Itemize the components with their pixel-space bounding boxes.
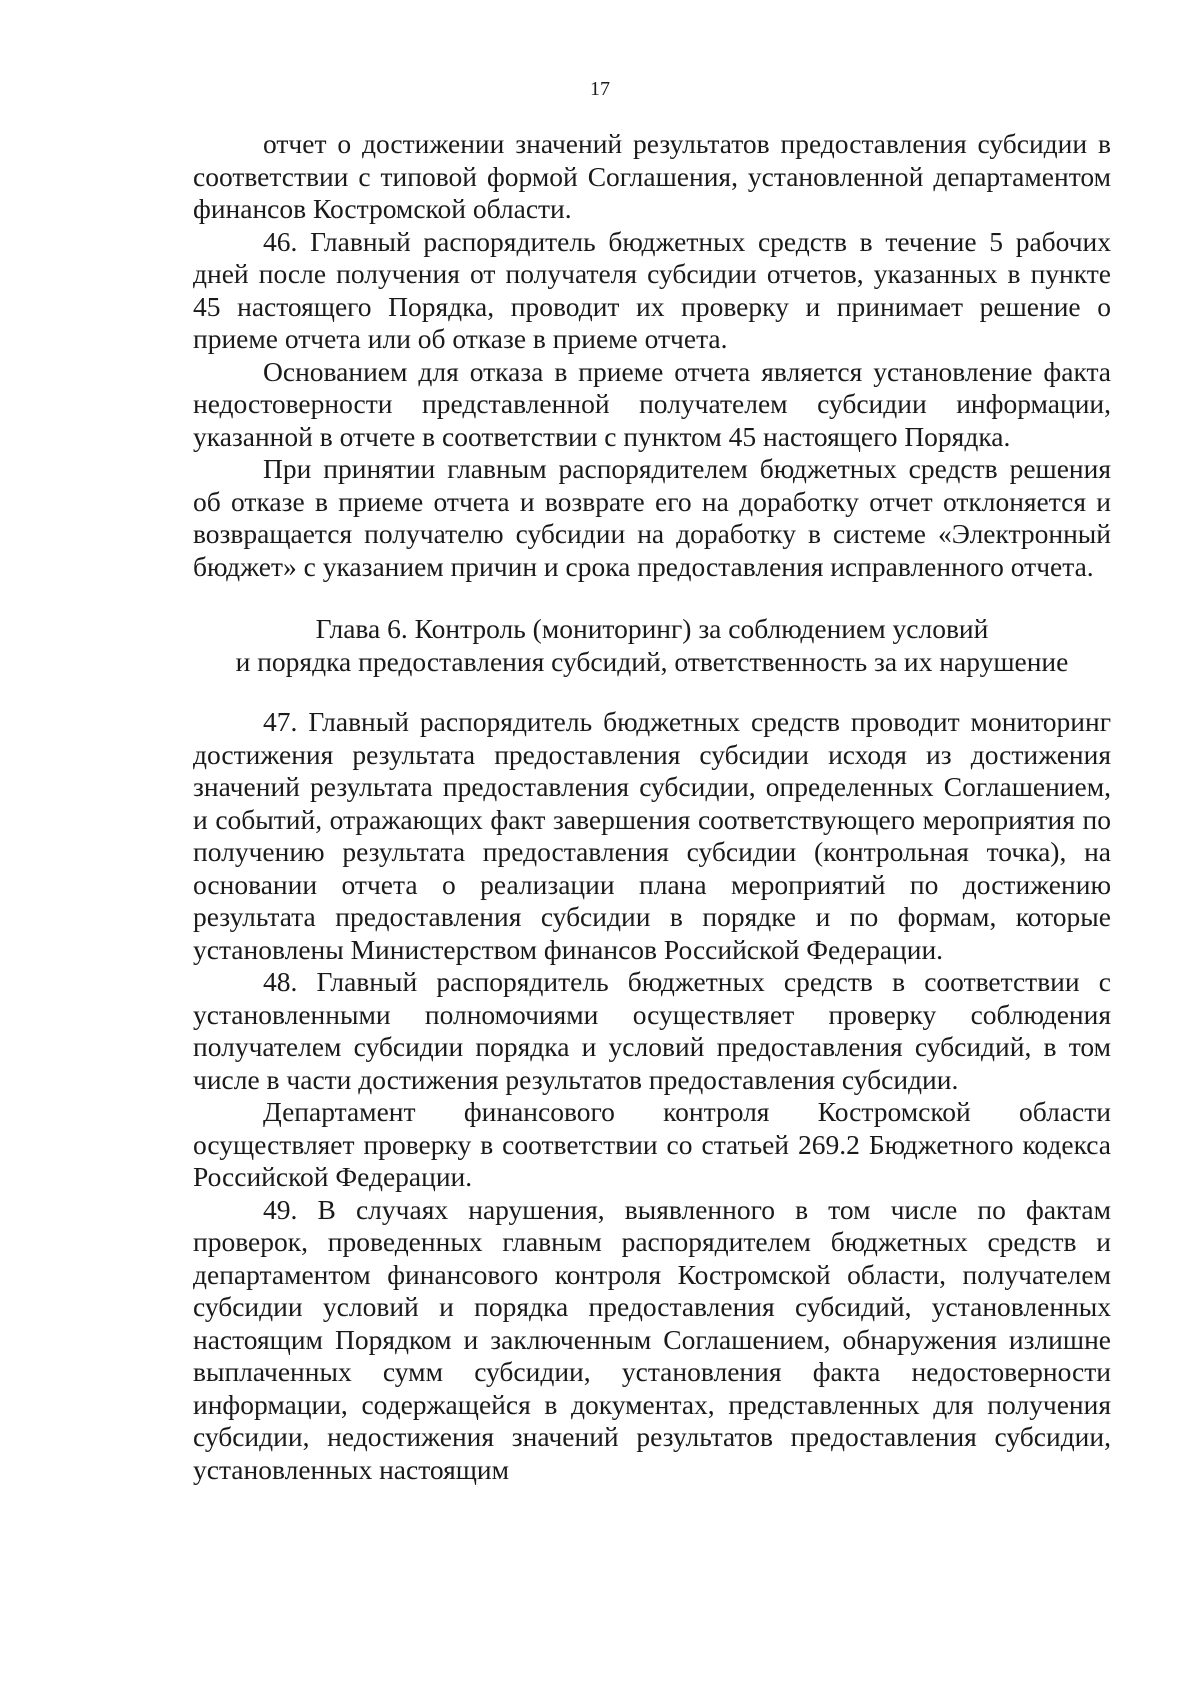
paragraph-financial-control: Департамент финансового контроля Костромской области осуществляет проверку в соответствии со статьей 269.2 Бюджетного кодекса Российской Федерации.: [193, 1096, 1111, 1192]
chapter-heading-line-1: Глава 6. Контроль (мониторинг) за соблюдением условий: [315, 613, 989, 644]
chapter-heading: [193, 613, 1111, 678]
paragraph-clause-47: 47. Главный распорядитель бюджетных средств проводит мониторинг достижения результата предоставления субсидии исходя из достижения значений результата предоставления субсидии, определенных Соглашением, и событий, отражающих факт завершения соответствующего мероприятия по получению результата предоставления субсидии (контрольная точка), на основании отчета о реализации плана мероприятий по достижению результата предоставления субсидии в порядке и по формам, которые установлены Министерством финансов Российской Федерации.: [193, 706, 1111, 965]
paragraph-clause-48: 48. Главный распорядитель бюджетных средств в соответствии с установленными полномочиями осуществляет проверку соблюдения получателем субсидии порядка и условий предоставления субсидий, в том числе в части достижения результатов предоставления субсидии.: [193, 966, 1111, 1095]
paragraph-return-report: При принятии главным распорядителем бюджетных средств решения об отказе в приеме отчета и возврате его на доработку отчет отклоняется и возвращается получателю субсидии на доработку в системе «Электронный бюджет» с указанием причин и срока предоставления исправленного отчета.: [193, 453, 1111, 582]
page-number: 17: [590, 78, 610, 100]
paragraph-clause-46: 46. Главный распорядитель бюджетных средств в течение 5 рабочих дней после получения от получателя субсидии отчетов, указанных в пункте 45 настоящего Порядка, проводит их проверку и принимает решение о приеме отчета или об отказе в приеме отчета.: [193, 225, 1111, 354]
paragraph-refusal-basis: Основанием для отказа в приеме отчета является установление факта недостоверности представленной получателем субсидии информации, указанной в отчете в соответствии с пунктом 45 настоящего Порядка.: [193, 355, 1111, 452]
chapter-heading-line-2: и порядка предоставления субсидий, ответственность за их нарушение: [235, 645, 1069, 677]
paragraph-report-form: отчет о достижении значений результатов предоставления субсидии в соответствии с типовой формой Соглашения, установленной департаментом финансов Костромской области.: [193, 128, 1111, 224]
paragraph-clause-49: 49. В случаях нарушения, выявленного в том числе по фактам проверок, проведенных главным распорядителем бюджетных средств и департаментом финансового контроля Костромской области, получателем субсидии условий и порядка предоставления субсидий, установленных настоящим Порядком и заключенным Соглашением, обнаружения излишне выплаченных сумм субсидии, установления факта недостоверности информации, содержащейся в документах, представленных для получения субсидии, недостижения значений результатов предоставления субсидии, установленных настоящим: [193, 1193, 1111, 1485]
document-body: [193, 128, 1111, 1486]
